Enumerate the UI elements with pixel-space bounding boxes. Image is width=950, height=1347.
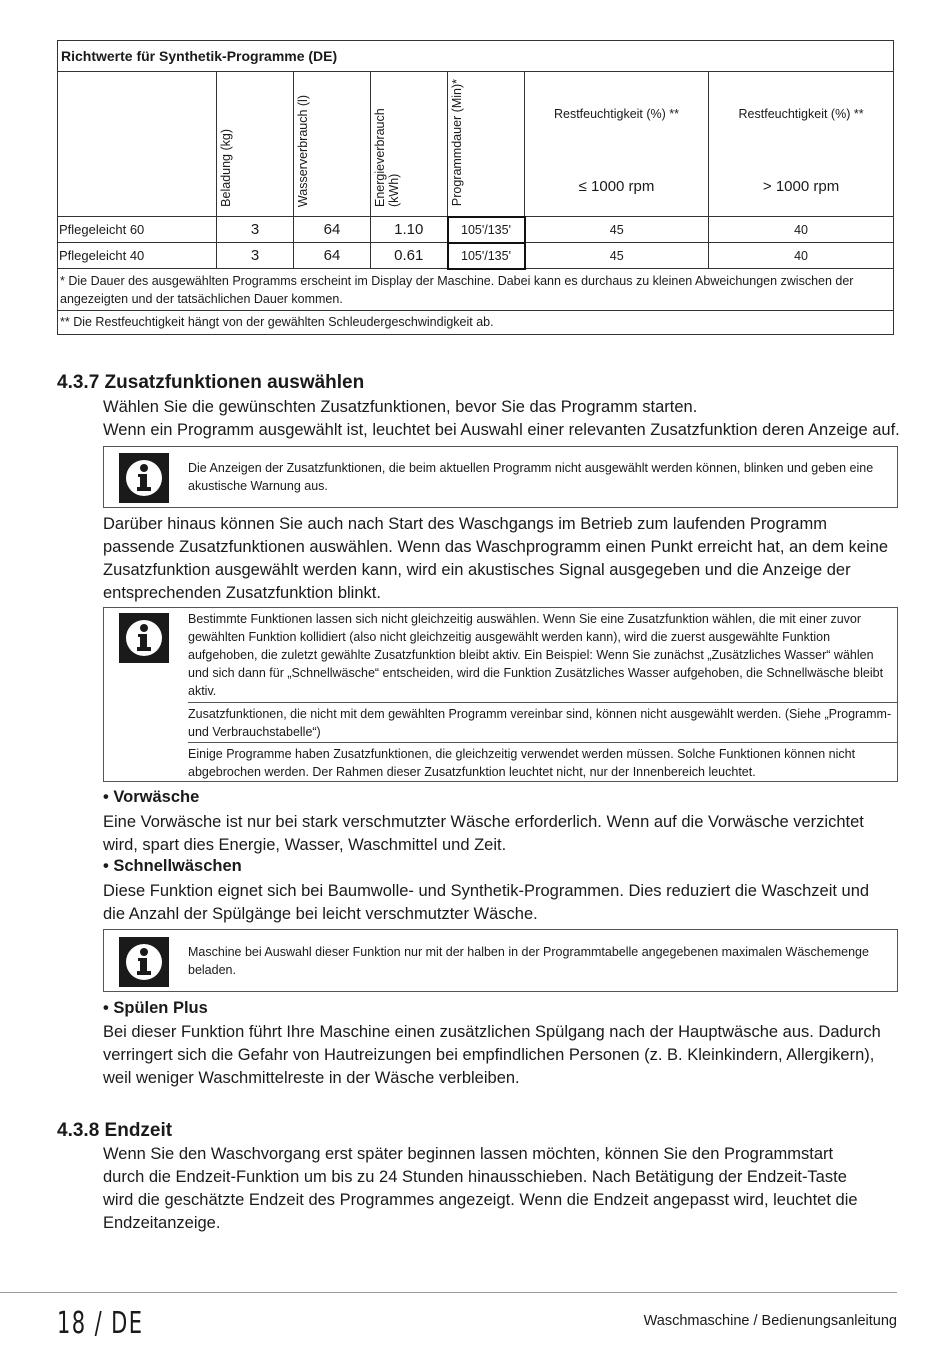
paragraph-spuelen-plus: Bei dieser Funktion führt Ihre Maschine einen zusätzlichen Spülgang nach der Hauptwäsche aus. Dadurch verringert sich die Gefahr von Hautreizungen bei empfindlichen Personen (z. B. Kleinkindern, Allergikern), weil weniger Waschmittelreste in der Wäsche verbleiben. [103,1023,881,1087]
bullet-heading-vorwaesche: • Vorwäsche [103,788,200,806]
row-duration: 105'/135' [448,217,525,243]
info-box-half-load [103,929,898,992]
rf-low-label: Restfeuchtigkeit (%) ** [553,107,680,121]
table-title: Richtwerte für Synthetik-Programme (DE) [58,41,894,72]
info-text: Maschine bei Auswahl dieser Funktion nur mit der halben in der Programmtabelle angegebenen maximalen Wäschemenge beladen. [188,945,869,977]
row-name: Pflegeleicht 60 [58,217,217,243]
paragraph-vorwaesche: Eine Vorwäsche ist nur bei stark verschmutzter Wäsche erforderlich. Wenn auf die Vorwäsche verzichtet wird, spart dies Energie, Wasser, Waschmittel und Zeit. [103,813,864,854]
bullet-heading-spuelen-plus: • Spülen Plus [103,999,208,1017]
table-row [58,243,894,269]
col-header-water: Wasserverbrauch (l) [294,72,371,217]
rf-low-rpm: ≤ 1000 rpm [578,177,655,195]
section-heading-endzeit: 4.3.8 Endzeit [57,1120,173,1141]
info-box-function-conflicts [103,607,898,782]
paragraph-endzeit: Wenn Sie den Waschvorgang erst später beginnen lassen möchten, können Sie den Programmstart durch die Endzeit-Funktion um bis zu 24 Stunden hinausschieben. Nach Betätigung der Endzeit-Taste wird die geschätzte Endzeit des Programmes angezeigt. Wenn die Endzeit angepasst wird, leuchtet die Endzeitanzeige. [103,1145,858,1232]
table-header-row [58,72,894,217]
rf-high-rpm: > 1000 rpm [762,177,840,195]
row-rf-high: 40 [709,217,894,243]
row-name: Pflegeleicht 40 [58,243,217,269]
col-header-energy: Energieverbrauch (kWh) [371,72,448,217]
row-water: 64 [294,217,371,243]
row-load: 3 [217,217,294,243]
table-row [58,217,894,243]
section-heading-zusatzfunktionen: 4.3.7 Zusatzfunktionen auswählen [57,372,365,393]
row-rf-low: 45 [525,243,709,269]
info-text: Zusatzfunktionen, die nicht mit dem gewählten Programm vereinbar sind, können nicht ausgewählt werden. (Siehe „Programm- und Verbrauchstabelle“) [188,702,897,742]
page-number: 18 / DE [57,1306,144,1341]
paragraph-schnellwaschen: Diese Funktion eignet sich bei Baumwolle- und Synthetik-Programmen. Dies reduziert die Waschzeit und die Anzahl der Spülgänge bei leicht verschmutzter Wäsche. [103,882,870,923]
footer-divider [0,1292,897,1293]
row-energy: 0.61 [371,243,448,269]
footer-title: Waschmaschine / Bedienungsanleitung [643,1313,897,1329]
row-energy: 1.10 [371,217,448,243]
row-duration: 105'/135' [448,243,525,269]
col-header-rf-low [525,72,709,217]
info-text: Bestimmte Funktionen lassen sich nicht gleichzeitig auswählen. Wenn Sie eine Zusatzfunktion wählen, die mit einer zuvor gewählten Funktion kollidiert (also nicht gleichzeitig ausgewählt werden kann), wird die zuerst ausgewählte Funktion aufgehoben, die zuletzt gewählte Zusatzfunktion bleibt aktiv. Ein Beispiel: Wenn Sie zunächst „Zusätzliches Wasser“ wählen und sich dann für „Schnellwäsche“ entscheiden, wird die Funktion Zusätzliches Wasser aufgehoben, die Schnellwäsche bleibt aktiv. [188,612,884,698]
info-icon [119,937,169,987]
rf-high-label: Restfeuchtigkeit (%) ** [738,107,864,121]
row-rf-low: 45 [525,217,709,243]
info-text: Die Anzeigen der Zusatzfunktionen, die beim aktuellen Programm nicht ausgewählt werden können, blinken und geben eine akustische Warnung aus. [188,461,874,493]
info-text: Einige Programme haben Zusatzfunktionen, die gleichzeitig verwendet werden müssen. Solche Funktionen können nicht abgebrochen werden. Der Rahmen dieser Zusatzfunktion leuchtet nicht, nur der Innenbereich leuchtet. [188,742,897,782]
table-header-empty [58,72,217,217]
col-header-rf-high [709,72,894,217]
col-header-duration: Programmdauer (Min)* [448,72,525,217]
bullet-heading-schnellwaschen: • Schnellwäschen [103,857,242,875]
info-icon [119,613,169,663]
row-load: 3 [217,243,294,269]
info-icon [119,453,169,503]
row-water: 64 [294,243,371,269]
info-box-blink-warning [103,446,898,508]
synthetik-values-table [57,40,894,335]
col-header-load: Beladung (kg) [217,72,294,217]
table-note-duration: * Die Dauer des ausgewählten Programms erscheint im Display der Maschine. Dabei kann es durchaus zu kleinen Abweichungen zwischen der angezeigten und der tatsächlichen Dauer kommen. [58,269,894,311]
table-note-moisture: ** Die Restfeuchtigkeit hängt von der gewählten Schleudergeschwindigkeit ab. [58,310,894,334]
paragraph-select-before-start: Wählen Sie die gewünschten Zusatzfunktionen, bevor Sie das Programm starten. [103,398,698,416]
paragraph-indicator-lights: Wenn ein Programm ausgewählt ist, leuchtet bei Auswahl einer relevanten Zusatzfunktion deren Anzeige auf. [103,421,900,439]
paragraph-during-operation: Darüber hinaus können Sie auch nach Start des Waschgangs im Betrieb zum laufenden Programm passende Zusatzfunktionen auswählen. Wenn das Waschprogramm einen Punkt erreicht hat, an dem keine Zusatzfunktion ausgewählt werden kann, wird ein akustisches Signal ausgegeben und die Anzeige der entsprechenden Zusatzfunktion blinkt. [103,515,889,602]
row-rf-high: 40 [709,243,894,269]
